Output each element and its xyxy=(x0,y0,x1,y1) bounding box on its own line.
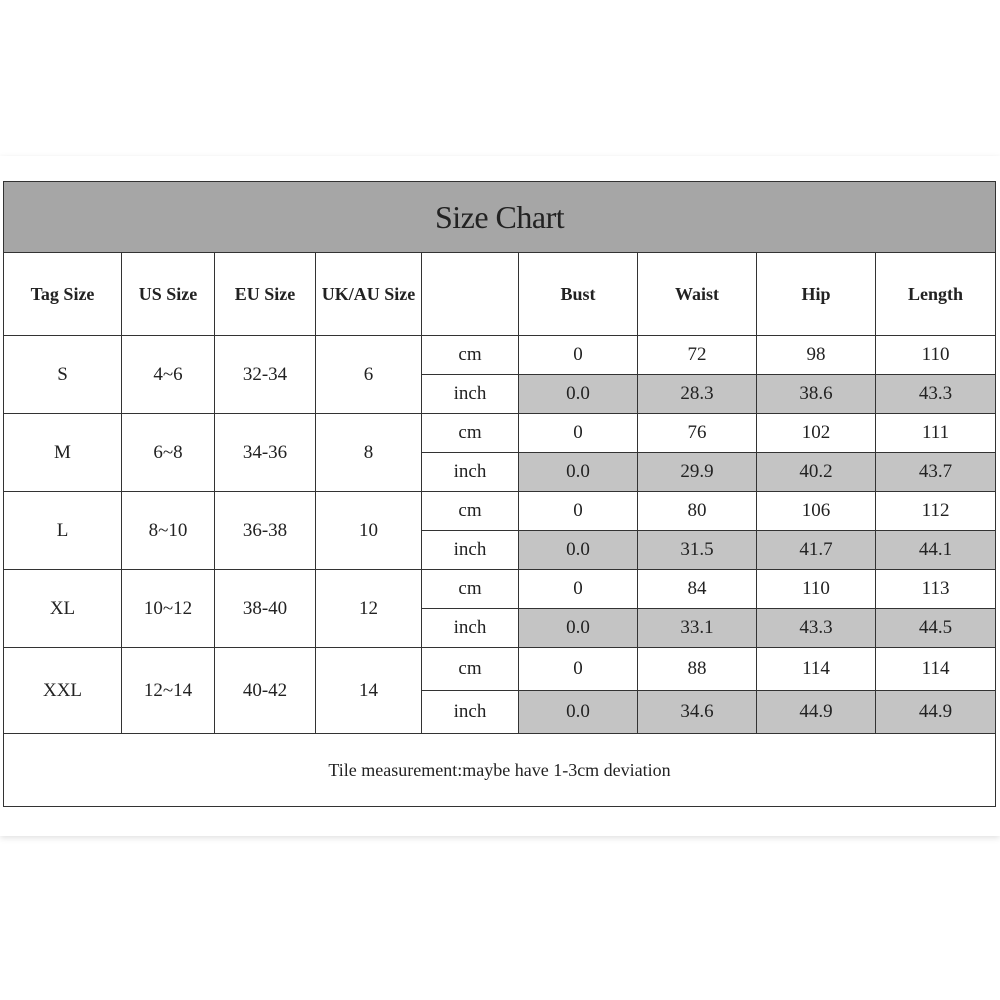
table-row xyxy=(4,570,996,609)
unit-inch-cell: inch xyxy=(422,609,519,648)
length-cm-cell: 110 xyxy=(876,336,996,375)
tag-size-cell: S xyxy=(4,336,122,414)
hip-inch-cell: 40.2 xyxy=(757,453,876,492)
waist-cm-cell: 88 xyxy=(638,648,757,691)
title-row xyxy=(4,182,996,253)
waist-cm-cell: 76 xyxy=(638,414,757,453)
measurement-note: Tile measurement:maybe have 1-3cm deviation xyxy=(4,734,996,807)
header-eu-size: EU Size xyxy=(215,253,316,336)
waist-cm-cell: 72 xyxy=(638,336,757,375)
note-row xyxy=(4,734,996,807)
bust-inch-cell: 0.0 xyxy=(519,375,638,414)
unit-cm-cell: cm xyxy=(422,648,519,691)
length-cm-cell: 113 xyxy=(876,570,996,609)
unit-cm-cell: cm xyxy=(422,336,519,375)
header-bust: Bust xyxy=(519,253,638,336)
bust-inch-cell: 0.0 xyxy=(519,609,638,648)
hip-cm-cell: 106 xyxy=(757,492,876,531)
header-hip: Hip xyxy=(757,253,876,336)
length-inch-cell: 44.1 xyxy=(876,531,996,570)
unit-cm-cell: cm xyxy=(422,570,519,609)
hip-inch-cell: 38.6 xyxy=(757,375,876,414)
tag-size-cell: M xyxy=(4,414,122,492)
us-size-cell: 10~12 xyxy=(122,570,215,648)
eu-size-cell: 34-36 xyxy=(215,414,316,492)
hip-cm-cell: 102 xyxy=(757,414,876,453)
unit-inch-cell: inch xyxy=(422,691,519,734)
waist-inch-cell: 31.5 xyxy=(638,531,757,570)
waist-inch-cell: 34.6 xyxy=(638,691,757,734)
uk-size-cell: 6 xyxy=(316,336,422,414)
hip-cm-cell: 98 xyxy=(757,336,876,375)
chart-title: Size Chart xyxy=(4,182,996,253)
tag-size-cell: XXL xyxy=(4,648,122,734)
size-chart-table xyxy=(3,181,996,807)
eu-size-cell: 38-40 xyxy=(215,570,316,648)
unit-cm-cell: cm xyxy=(422,492,519,531)
eu-size-cell: 32-34 xyxy=(215,336,316,414)
hip-inch-cell: 44.9 xyxy=(757,691,876,734)
bust-cm-cell: 0 xyxy=(519,492,638,531)
unit-inch-cell: inch xyxy=(422,531,519,570)
tag-size-cell: L xyxy=(4,492,122,570)
uk-size-cell: 10 xyxy=(316,492,422,570)
waist-cm-cell: 84 xyxy=(638,570,757,609)
header-waist: Waist xyxy=(638,253,757,336)
hip-cm-cell: 114 xyxy=(757,648,876,691)
length-inch-cell: 43.3 xyxy=(876,375,996,414)
eu-size-cell: 40-42 xyxy=(215,648,316,734)
bust-cm-cell: 0 xyxy=(519,336,638,375)
table-row xyxy=(4,414,996,453)
bust-cm-cell: 0 xyxy=(519,648,638,691)
bust-inch-cell: 0.0 xyxy=(519,531,638,570)
length-cm-cell: 114 xyxy=(876,648,996,691)
eu-size-cell: 36-38 xyxy=(215,492,316,570)
header-row xyxy=(4,253,996,336)
header-length: Length xyxy=(876,253,996,336)
length-inch-cell: 44.9 xyxy=(876,691,996,734)
length-cm-cell: 111 xyxy=(876,414,996,453)
bust-inch-cell: 0.0 xyxy=(519,453,638,492)
hip-inch-cell: 41.7 xyxy=(757,531,876,570)
table-row xyxy=(4,648,996,691)
waist-inch-cell: 33.1 xyxy=(638,609,757,648)
table-row xyxy=(4,336,996,375)
unit-inch-cell: inch xyxy=(422,375,519,414)
uk-size-cell: 8 xyxy=(316,414,422,492)
us-size-cell: 4~6 xyxy=(122,336,215,414)
header-unit xyxy=(422,253,519,336)
table-row xyxy=(4,492,996,531)
length-inch-cell: 44.5 xyxy=(876,609,996,648)
waist-inch-cell: 29.9 xyxy=(638,453,757,492)
us-size-cell: 12~14 xyxy=(122,648,215,734)
length-inch-cell: 43.7 xyxy=(876,453,996,492)
length-cm-cell: 112 xyxy=(876,492,996,531)
uk-size-cell: 12 xyxy=(316,570,422,648)
header-tag-size: Tag Size xyxy=(4,253,122,336)
bust-inch-cell: 0.0 xyxy=(519,691,638,734)
uk-size-cell: 14 xyxy=(316,648,422,734)
header-uk-au-size: UK/AU Size xyxy=(316,253,422,336)
unit-inch-cell: inch xyxy=(422,453,519,492)
bust-cm-cell: 0 xyxy=(519,414,638,453)
waist-cm-cell: 80 xyxy=(638,492,757,531)
us-size-cell: 6~8 xyxy=(122,414,215,492)
waist-inch-cell: 28.3 xyxy=(638,375,757,414)
hip-inch-cell: 43.3 xyxy=(757,609,876,648)
tag-size-cell: XL xyxy=(4,570,122,648)
us-size-cell: 8~10 xyxy=(122,492,215,570)
header-us-size: US Size xyxy=(122,253,215,336)
hip-cm-cell: 110 xyxy=(757,570,876,609)
unit-cm-cell: cm xyxy=(422,414,519,453)
bust-cm-cell: 0 xyxy=(519,570,638,609)
